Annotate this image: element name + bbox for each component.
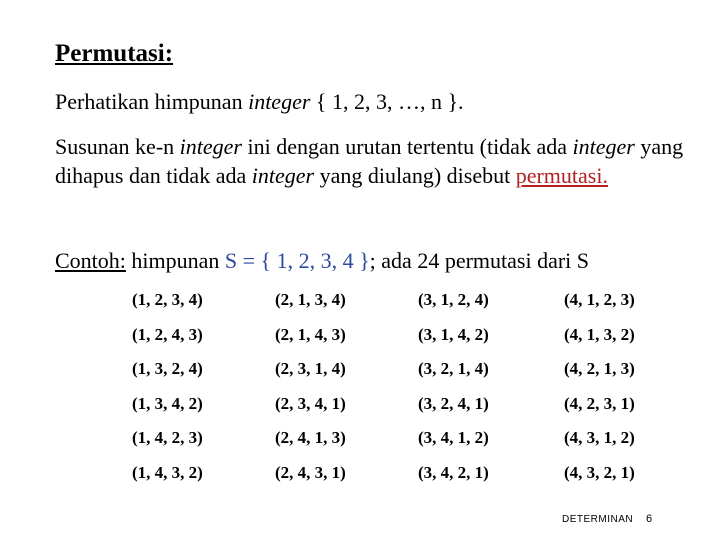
- permutation-cell: (3, 2, 4, 1): [418, 393, 489, 413]
- page-number: 6: [646, 513, 653, 525]
- paragraph-text-3: yang dihapus dan tidak ada: [55, 134, 684, 188]
- permutation-cell: (4, 3, 2, 1): [564, 462, 635, 482]
- permutation-term: permutasi.: [515, 163, 608, 188]
- permutation-cell: (3, 4, 2, 1): [418, 462, 489, 482]
- set-definition-emphasis: integer: [248, 89, 311, 114]
- permutation-cell: (3, 1, 4, 2): [418, 324, 489, 344]
- permutation-cell: (4, 2, 1, 3): [564, 359, 635, 378]
- example-line: [55, 248, 589, 274]
- paragraph-emphasis-3: integer: [251, 163, 315, 188]
- set-definition-text: Perhatikan himpunan: [55, 89, 249, 114]
- permutation-cell: (1, 3, 2, 4): [132, 359, 203, 378]
- definition-paragraph: [55, 132, 695, 190]
- set-definition: [55, 89, 464, 115]
- permutation-cell: (3, 2, 1, 4): [418, 359, 489, 378]
- permutation-cell: (2, 3, 1, 4): [275, 359, 346, 378]
- permutation-cell: (1, 4, 3, 2): [132, 462, 203, 482]
- permutation-cell: (2, 1, 4, 3): [275, 324, 346, 344]
- example-set: S = { 1, 2, 3, 4 }: [224, 248, 370, 273]
- example-text: himpunan: [125, 248, 225, 273]
- example-count: ; ada 24 permutasi dari S: [369, 248, 590, 273]
- paragraph-text-1: Susunan ke-n: [55, 134, 180, 159]
- paragraph-text-4: yang diulang) disebut: [314, 163, 516, 188]
- slide-title: Permutasi:: [55, 40, 174, 67]
- paragraph-text-2: ini dengan urutan tertentu (tidak ada: [241, 134, 573, 159]
- permutation-cell: (1, 2, 3, 4): [132, 290, 203, 309]
- paragraph-emphasis-2: integer: [572, 134, 635, 159]
- permutation-cell: (1, 4, 2, 3): [132, 428, 203, 447]
- permutation-cell: (2, 3, 4, 1): [275, 393, 346, 413]
- footer-label: DETERMINAN: [562, 514, 634, 525]
- permutation-cell: (1, 2, 4, 3): [132, 324, 203, 344]
- example-label: Contoh:: [55, 248, 126, 273]
- permutation-cell: (4, 1, 2, 3): [564, 290, 635, 309]
- permutation-cell: (4, 1, 3, 2): [564, 324, 635, 344]
- permutation-cell: (3, 4, 1, 2): [418, 428, 489, 447]
- permutation-cell: (2, 1, 3, 4): [275, 290, 346, 309]
- permutation-cell: (4, 2, 3, 1): [564, 393, 635, 413]
- set-definition-set: { 1, 2, 3, …, n }.: [310, 89, 464, 114]
- permutation-cell: (1, 3, 4, 2): [132, 393, 203, 413]
- permutation-cell: (3, 1, 2, 4): [418, 290, 489, 309]
- permutation-cell: (4, 3, 1, 2): [564, 428, 635, 447]
- permutation-grid: [132, 285, 664, 492]
- permutation-cell: (2, 4, 3, 1): [275, 462, 346, 482]
- paragraph-emphasis-1: integer: [179, 134, 242, 159]
- permutation-cell: (2, 4, 1, 3): [275, 428, 346, 447]
